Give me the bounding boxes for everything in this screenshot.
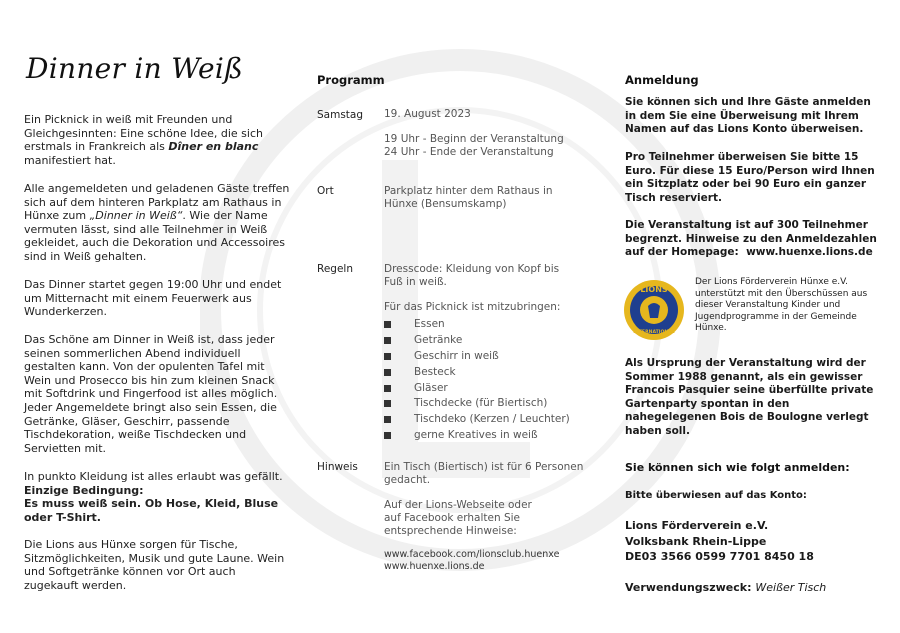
bullet-square-icon: [384, 353, 391, 360]
lions-international-logo: [622, 278, 686, 342]
howto-heading: Sie können sich wie folgt anmelden:: [625, 461, 850, 474]
iban: DE03 3566 0599 7701 8450 18: [625, 550, 814, 563]
list-item: Geschirr in weiß: [384, 349, 570, 365]
meeting-paragraph: Alle angemeldeten und geladenen Gäste treffen sich auf dem hinteren Parkplatz am Rathaus in Hünxe zum „Dinner in Weiß“. Wie der Name vermuten lässt, sind alle Teilnehmer in Weiß gekleidet, auch die Dekoration und Accessoires sind in Weiß gehalten.: [24, 182, 290, 263]
bank-details: [625, 518, 880, 565]
samstag-label: Samstag: [317, 109, 364, 121]
list-item: Tischdeko (Kerzen / Leuchter): [384, 412, 570, 428]
list-item: Tischdecke (für Biertisch): [384, 396, 570, 412]
bullet-square-icon: [384, 369, 391, 376]
regeln-bring: Für das Picknick ist mitzubringen:: [384, 301, 561, 313]
regeln-dresscode: Dresscode: Kleidung von Kopf bis Fuß in weiß.: [384, 263, 560, 289]
foerderverein-note: Der Lions Förderverein Hünxe e.V. unterstützt mit den Überschüssen aus dieser Veranstaltung Kinder und Jugendprogramme in der Gemeinde Hünxe.: [695, 277, 868, 334]
hinweis-label: Hinweis: [317, 461, 358, 473]
intro-paragraph: Ein Picknick in weiß mit Freunden und Gleichgesinnten: Eine schöne Idee, die sich erstmals in Frankreich als Dîner en blanc manifestiert hat.: [24, 113, 263, 167]
samstag-date: 19. August 2023: [384, 108, 471, 120]
list-item: gerne Kreatives in weiß: [384, 428, 570, 444]
list-item: Getränke: [384, 333, 570, 349]
closing-paragraph: Die Lions aus Hünxe sorgen für Tische, Sitzmöglichkeiten, Musik und gute Laune. Wein und Softgetränke können vor Ort auch zugekauft werden.: [24, 538, 285, 592]
ort-value: Parkplatz hinter dem Rathaus in Hünxe (Bensumskamp): [384, 185, 553, 211]
ort-label: Ort: [317, 185, 334, 197]
logo-word: LIONS: [640, 285, 668, 294]
facebook-link[interactable]: www.facebook.com/lionsclub.huenxe: [384, 549, 560, 560]
bullet-square-icon: [384, 416, 391, 423]
regeln-label: Regeln: [317, 263, 353, 275]
website-link[interactable]: www.huenxe.lions.de: [384, 561, 485, 572]
anmeldung-heading: Anmeldung: [625, 73, 699, 87]
bullet-square-icon: [384, 432, 391, 439]
list-item: Besteck: [384, 364, 570, 380]
time-paragraph: Das Dinner startet gegen 19:00 Uhr und endet um Mitternacht mit einem Feuerwerk aus Wunderkerzen.: [24, 278, 282, 319]
bullet-square-icon: [384, 385, 391, 392]
anmeldung-paragraph-3: Die Veranstaltung ist auf 300 Teilnehmer begrenzt. Hinweise zu den Anmeldezahlen auf der Homepage: www.huenxe.lions.de: [625, 219, 877, 259]
logo-word-2: INTERNATIONAL: [633, 330, 675, 335]
list-item: Gläser: [384, 380, 570, 396]
anmeldung-paragraph-1: Sie können sich und Ihre Gäste anmelden in dem Sie eine Überweisung mit Ihrem Namen auf das Lions Konto überweisen.: [625, 96, 871, 136]
bring-list: [384, 317, 570, 443]
anmeldung-paragraph-2: Pro Teilnehmer überweisen Sie bitte 15 Euro. Für diese 15 Euro/Person wird Ihnen ein Sitzplatz oder bei 90 Euro ein ganzer Tisch reserviert.: [625, 151, 875, 204]
list-item: Essen: [384, 317, 570, 333]
origin-paragraph: Als Ursprung der Veranstaltung wird der Sommer 1988 genannt, als ein gewisser Francois Pasquier seine überfüllte private Gartenparty spontan in den nahegelegenen Bois de Boulogne verlegt haben soll.: [625, 357, 874, 437]
details-paragraph: Das Schöne am Dinner in Weiß ist, dass jeder seinen sommerlichen Abend individuell gestalten kann. Von der opulenten Tafel mit Wein und Prosecco bis hin zum kleinen Snack mit Softdrink und Fingerfood ist alles möglich. Jeder Angemeldete bringt also sein Essen, die Getränke, Gläser, Geschirr, passende Tischdekoration, weiße Tischdecken und Servietten mit.: [24, 333, 278, 455]
hinweis-web: Auf der Lions-Webseite oder auf Facebook erhalten Sie entsprechende Hinweise:: [384, 499, 532, 538]
transfer-instruction: Bitte überwiesen auf das Konto:: [625, 490, 807, 501]
bullet-square-icon: [384, 321, 391, 328]
hinweis-text: Ein Tisch (Biertisch) ist für 6 Personen gedacht.: [384, 461, 584, 487]
purpose-line: Verwendungszweck: Weißer Tisch: [625, 581, 827, 594]
page-title: Dinner in Weiß: [26, 52, 244, 85]
homepage-link[interactable]: www.huenxe.lions.de: [746, 246, 873, 259]
samstag-time-start: 19 Uhr - Beginn der Veranstaltung: [384, 133, 564, 145]
bullet-square-icon: [384, 400, 391, 407]
bank-name: Lions Förderverein e.V.: [625, 519, 769, 532]
bullet-square-icon: [384, 337, 391, 344]
samstag-time-end: 24 Uhr - Ende der Veranstaltung: [384, 146, 554, 158]
bank-institute: Volksbank Rhein-Lippe: [625, 534, 767, 548]
programm-heading: Programm: [317, 73, 385, 87]
dress-paragraph: In punkto Kleidung ist alles erlaubt was gefällt. Einzige Bedingung: Es muss weiß sein. Ob Hose, Kleid, Bluse oder T-Shirt.: [24, 470, 283, 524]
